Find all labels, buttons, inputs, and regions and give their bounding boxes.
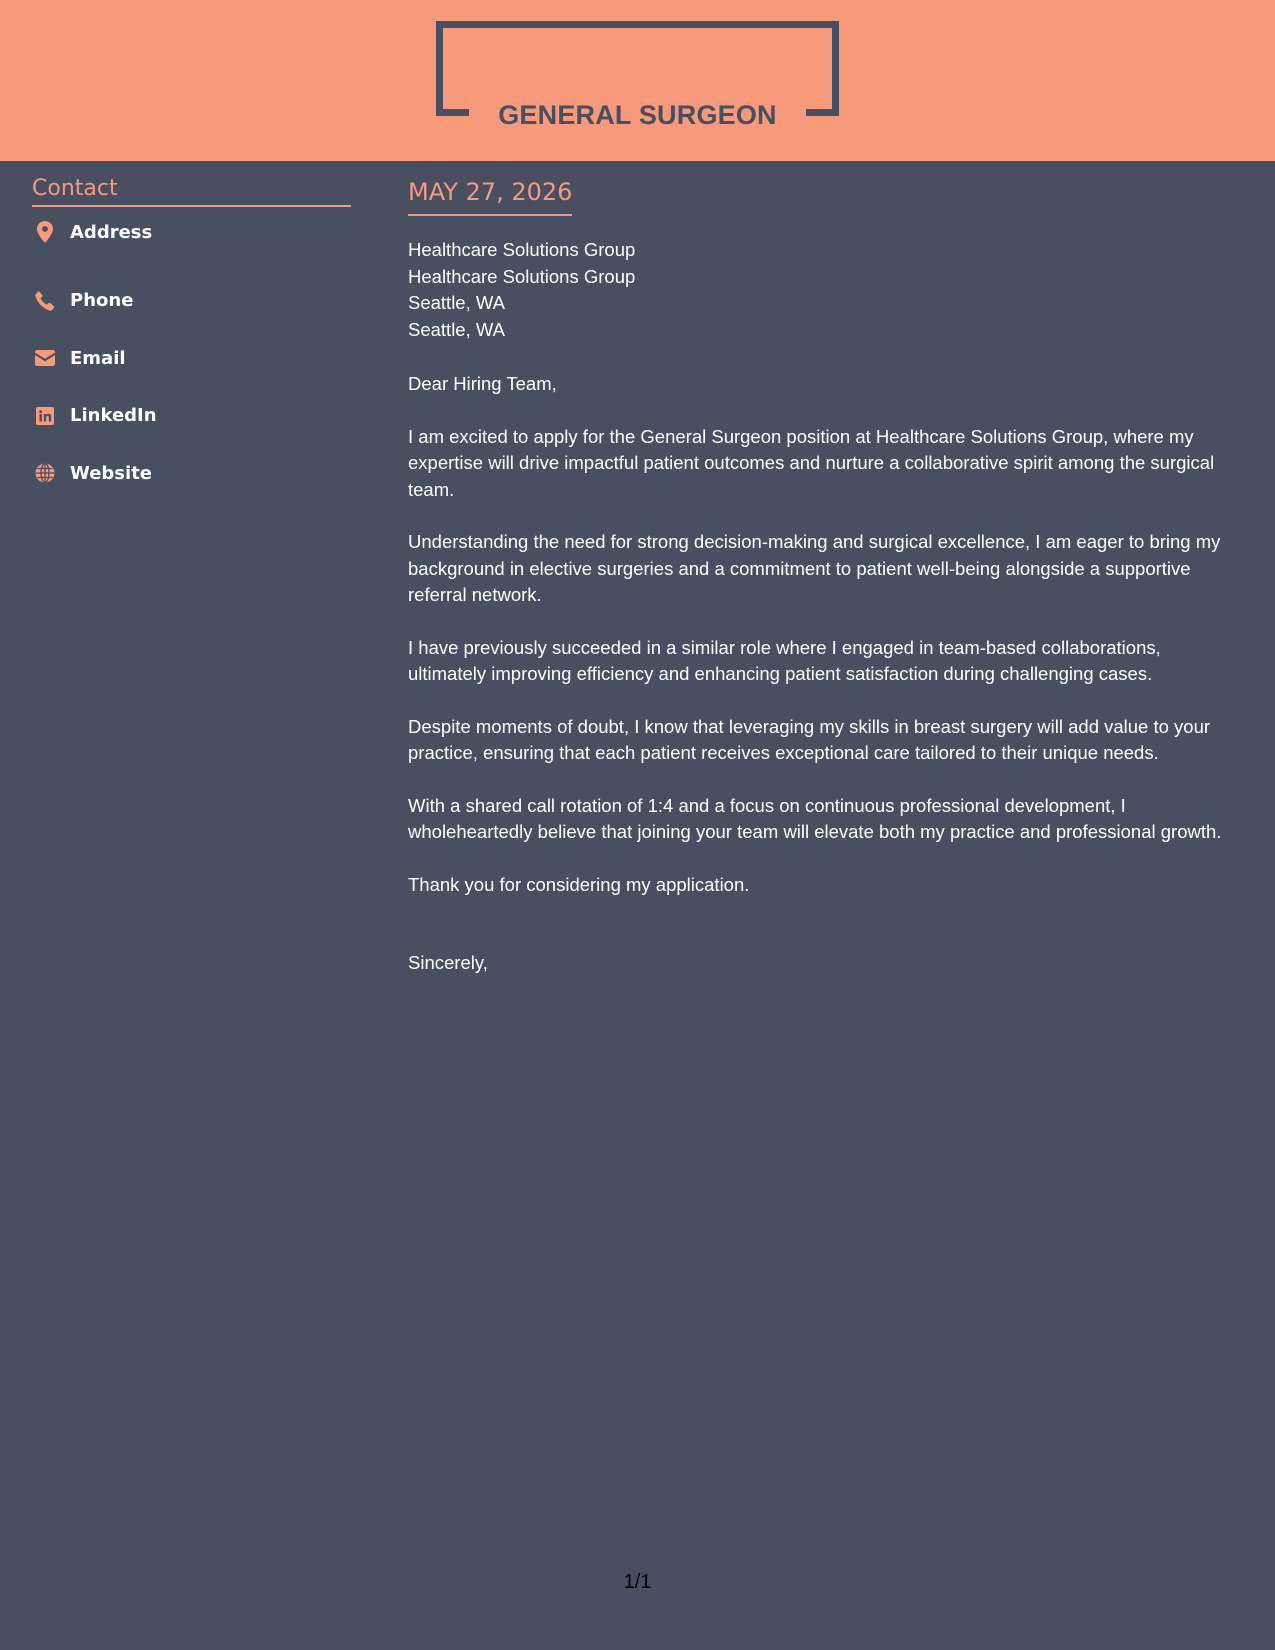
- letter-paragraph: I am excited to apply for the General Surgeon position at Healthcare Solutions Group, where my expertise will drive impactful patient outcomes and nurture a collaborative spirit among the surgical team.: [408, 425, 1215, 500]
- contact-heading: Contact: [32, 176, 351, 207]
- phone-icon: [33, 289, 57, 313]
- contact-item-phone[interactable]: [32, 272, 351, 330]
- page-number: 1/1: [623, 1571, 652, 1593]
- contact-label-website: Website: [70, 462, 153, 484]
- globe-icon: [33, 461, 57, 485]
- letter-paragraph: Despite moments of doubt, I know that leveraging my skills in breast surgery will add value to your practice, ensuring that each patient receives exceptional care tailored to their unique needs.: [408, 715, 1211, 763]
- letter-date: MAY 27, 2026: [408, 178, 572, 216]
- letter-body: [408, 178, 1243, 977]
- contact-label-linkedin: LinkedIn: [70, 405, 157, 427]
- recipient-line: Healthcare Solutions Group: [408, 239, 636, 260]
- letter-paragraph: I have previously succeeded in a similar role where I engaged in team-based collaborations, ultimately improving efficiency and enhancing patient satisfaction during challenging cases.: [408, 636, 1161, 684]
- contact-label-email: Email: [70, 347, 126, 369]
- envelope-icon: [33, 346, 57, 370]
- header-banner: [0, 0, 1275, 161]
- closing: Sincerely,: [408, 952, 488, 973]
- contact-label-phone: Phone: [70, 290, 134, 312]
- linkedin-icon: [33, 404, 57, 428]
- recipient-line: Healthcare Solutions Group: [408, 265, 636, 287]
- recipient-line: Seattle, WA: [408, 292, 505, 313]
- contact-list: [32, 215, 351, 502]
- contact-item-linkedin[interactable]: [32, 387, 351, 445]
- salutation: Dear Hiring Team,: [408, 373, 557, 394]
- recipient-block: [408, 237, 1243, 343]
- contact-item-address[interactable]: [32, 215, 351, 249]
- contact-item-email[interactable]: [32, 330, 351, 388]
- map-pin-icon: [33, 220, 57, 244]
- contact-sidebar: [32, 176, 351, 502]
- letter-paragraph: With a shared call rotation of 1:4 and a focus on continuous professional development, I wholeheartedly believe that joining your team will elevate both my practice and professional growth.: [408, 794, 1222, 842]
- contact-label-address: Address: [70, 221, 153, 243]
- letter-paragraph: Thank you for considering my application.: [408, 873, 750, 895]
- job-title: GENERAL SURGEON: [498, 100, 777, 130]
- contact-item-website[interactable]: [32, 445, 351, 503]
- recipient-line: Seattle, WA: [408, 318, 505, 340]
- letter-paragraph: Understanding the need for strong decision-making and surgical excellence, I am eager to bring my background in elective surgeries and a commitment to patient well-being alongside a supportive referral network.: [408, 531, 1221, 605]
